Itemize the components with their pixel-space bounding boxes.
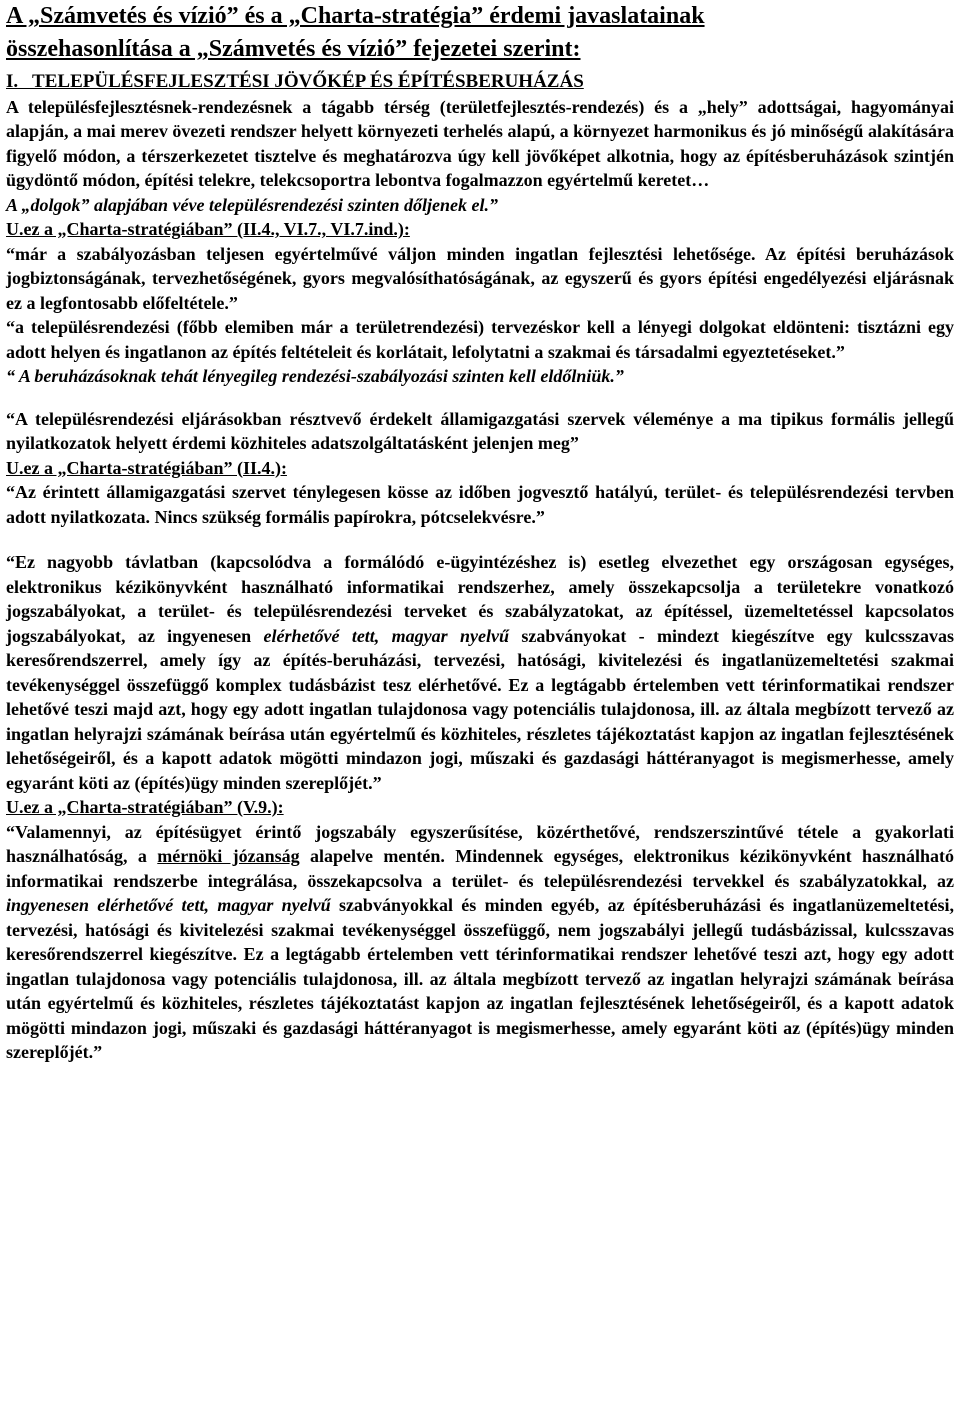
block3-paragraph: “A településrendezési eljárásokban résztvevő érdekelt államigazgatási szervek véleménye a ma tipikus formális jellegű nyilatkozatok helyett érdemi közhiteles adatszolgáltatásként jelenjen meg” <box>6 408 954 453</box>
block1-italic: A „dolgok” alapjában véve településrendezési szinten dőljenek el.” <box>6 194 498 215</box>
block5-text-a: “Ez nagyobb távlatban (kapcsolódva a formálódó e-ügyintézéshez is) esetleg elvezethet egy országosan egységes, elektronikus kézikönyvként használható informatikai rendszerhez, amely összekapcsolja a területekre vonatkozó jogszabályokat, a terület- és településrendezési terveket és szabályzatokat, az építéssel, üzemeltetéssel kapcsolatos jogszabályokat, az ingyenesen <box>6 552 954 646</box>
block6-text-a: “Valamennyi, az építésügyet érintő jogszabály egyszerűsítése, közérthetővé, rendszerszintűvé tétele a gyakorlati használhatóság, a <box>6 821 954 866</box>
block6-italic: ingyenesen elérhetővé tett, magyar nyelvű <box>6 895 331 915</box>
block1-paragraph <box>6 95 954 218</box>
block6-underlined: mérnöki józanság <box>157 846 300 866</box>
block5-text-b: szabványokat - mindezt kiegészítve egy kulcsszavas keresőrendszerrel, amely így az építés-beruházási, tervezési, hatósági, kivitelezési és ingatlanüzemeltetési szakmai tevékenységgel összefüggő komplex tudásbázist tesz elérhetővé. Ez a legtágabb értelemben vett térinformatikai rendszer lehetővé teszi majd azt, hogy egy adott ingatlan tulajdonosa vagy potenciális tulajdonosa, ill. az általa megbízott tervező az ingatlan helyrajzi számának beírása után egyértelmű és közhiteles, részletes tájékoztatást kapjon az ingatlan fejlesztésének lehetőségeiről, és a kapott adatok mögötti mindazon jogi, műszaki és gazdasági háttéranyagot is megismerhesse, amely egyaránt köti az (építés)ügy minden szereplőjét.” <box>6 625 954 793</box>
section-heading: I. TELEPÜLÉSFEJLESZTÉSI JÖVŐKÉP ÉS ÉPÍTÉSBERUHÁZÁS <box>6 71 584 92</box>
block5-italic: elérhetővé tett, magyar nyelvű <box>263 625 509 646</box>
block1-text: A településfejlesztésnek-rendezésnek a tágabb térség (területfejlesztés-rendezés) és a „hely” adottságai, hagyományai alapján, a mai merev övezeti rendszer helyett környezeti terhelés alapú, a környezet harmonikus és jó minőségű alakítására figyelő módon, a térszerkezetet tisztelve és meghatározva úgy kell jövőképet alkotnia, hogy az építésberuházások szintjén ügydöntő módon, építési telekre, telekcsoportra lebontva fogalmazzon egyértelmű keretet… <box>6 96 954 190</box>
spacer <box>6 389 954 407</box>
spacer <box>6 529 954 550</box>
document-title <box>6 0 954 66</box>
block4-paragraph: “Az érintett államigazgatási szervet ténylegesen kösse az időben jogvesztő hatályú, terület- és településrendezési tervben adott nyilatkozata. Nincs szükség formális papírokra, pótcselekvésre.” <box>6 482 954 527</box>
block6-paragraph <box>6 820 954 1065</box>
block2-p2: “a településrendezési (főbb elemiben már a területrendezési) tervezéskor kell a lényegi dolgokat eldönteni: tisztázni egy adott helyen és ingatlanon az építés feltételeit és korlátait, lefolytatni a szakmai és társadalmi egyeztetéseket.” <box>6 317 954 362</box>
title-line-2: összehasonlítása a „Számvetés és vízió” fejezetei szerint: <box>6 36 581 62</box>
block6-text-c: szabványokkal és minden egyéb, az építésberuházási és ingatlanüzemeltetési, tervezési, hatósági és kivitelezési szakmai tevékenységgel összefüggő, nem jogszabályi jellegű tudásbázissal, kulcsszavas keresőrendszerrel kiegészítve. Ez a legtágabb értelemben vett térinformatikai rendszer lehetővé teszi azt, hogy egy adott ingatlan tulajdonosa vagy potenciális tulajdonosa, ill. az általa megbízott tervező az ingatlan helyrajzi számának beírása után egyértelmű és közhiteles, részletes tájékoztatást kapjon az ingatlan fejlesztésének lehetőségeiről, és a kapott adatok mögötti mindazon jogi, műszaki és gazdasági háttéranyagot is megismerhesse, amely egyaránt köti az (építés)ügy minden szereplőjét.” <box>6 895 955 1062</box>
block6-text-b: alapelve mentén. Mindennek egységes, elektronikus kézikönyvként használható informatikai rendszerbe integrálása, összekapcsolva a terület- és településrendezési tervekkel és szabályzatokkal, az <box>6 846 954 891</box>
title-line-1: A „Számvetés és vízió” és a „Charta-stratégia” érdemi javaslatainak <box>6 3 705 29</box>
reference-2: U.ez a „Charta-stratégiában” (II.4.): <box>6 457 287 478</box>
block2-p3: “ A beruházásoknak tehát lényegileg rendezési-szabályozási szinten kell eldőlniük.” <box>6 366 624 386</box>
reference-1: U.ez a „Charta-stratégiában” (II.4., VI.7., VI.7.ind.): <box>6 219 410 239</box>
reference-3: U.ez a „Charta-stratégiában” (V.9.): <box>6 797 284 817</box>
block5-paragraph <box>6 550 954 795</box>
block2-p1: “már a szabályozásban teljesen egyértelművé váljon minden ingatlan fejlesztési lehetősége. Az építési beruházások jogbiztonságának, tervezhetőségének, gyors megvalósíthatóságának, az egyszerű és gyors építési engedélyezési eljárásnak ez a legfontosabb előfeltétele.” <box>6 243 954 313</box>
